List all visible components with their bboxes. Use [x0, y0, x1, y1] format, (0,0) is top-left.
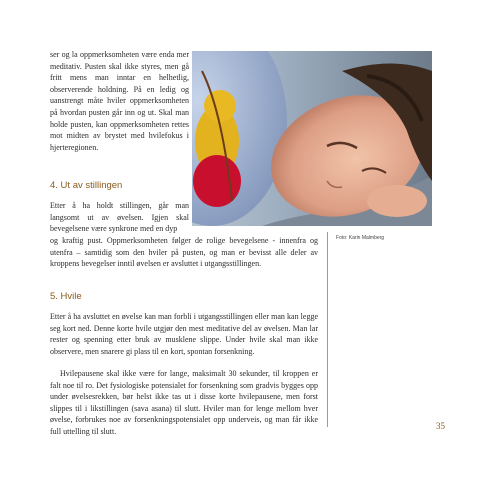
section5-paragraph-1: Etter å ha avsluttet en øvelse kan man forbli i utgangsstillingen eller man kan legge seg kort ned. Denne korte hvile utgjør den mest meditative del av øvelsen. Man lar rester og spenning etter bruk av musklene slippe. Under hvile skal man ikke observere, men snarere gi plass til en kort, spontan forsenkning. [50, 312, 318, 356]
vertical-rule [327, 232, 328, 427]
section-heading-5: 5. Hvile [50, 291, 82, 302]
section4-text-narrow: Etter å ha holdt stillingen, går man langsomt ut av øvelsen. Igjen skal bevegelsene være synkrone med en dyp [50, 201, 189, 234]
section4-text-wide: og kraftig pust. Oppmerksomheten følger de rolige bevegelsene - innenfra og utenfra – samtidig som den hviler på pusten, og man er bevisst alle deler av kroppens bevegelser inntil øvelsen er avsluttet i utgangsstillingen. [50, 236, 318, 269]
photo-credit: Foto: Karin Malmberg [336, 235, 385, 241]
section5-paragraph-2: Hvilepausene skal ikke være for lange, maksimalt 30 sekunder, til kroppen er falt noe til ro. Det fysiologiske potensialet for forsenkning som gradvis bygges opp under øvelsesrekken, bør helst ikke tas ut i disse korte hvilepausene, men forst slippes til i likstillingen (sava asana) til slutt. Hviler man for lenge mellom hver øvelse, forbrukes noe av forsenkningspotensialet opp underveis, og man får ikke full uttelling til slutt. [50, 369, 318, 436]
intro-paragraph: ser og la oppmerksomheten være enda mer meditativ. Pusten skal ikke styres, men gå fritt mens man inntar en helhetlig, observerende holdning. På en ledig og uanstrengt måte hviler oppmerksomheten på hvordan pusten går inn og ut. Skal man holde pusten, kan oppmerksomheten rettes mot midten av brystet med hvilefokus i hjerteregionen. [50, 50, 189, 152]
section-heading-4: 4. Ut av stillingen [50, 180, 123, 191]
photo-child-resting [192, 51, 432, 226]
page-number: 35 [436, 421, 445, 431]
